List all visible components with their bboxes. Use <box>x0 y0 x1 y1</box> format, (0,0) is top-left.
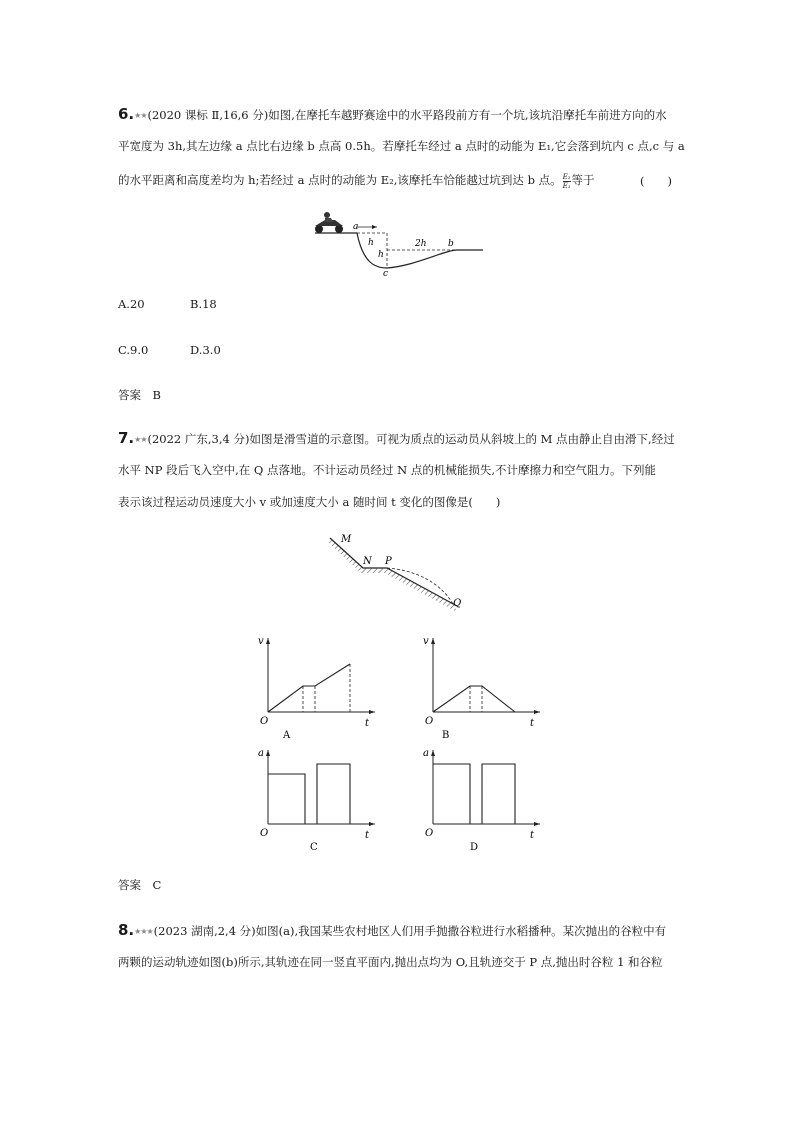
graph-d-origin: O <box>425 828 434 839</box>
graph-c-ylabel: a <box>258 748 264 759</box>
q6-option-d: D.3.0 <box>190 343 221 357</box>
q8-line-2: 两颗的运动轨迹如图(b)所示,其轨迹在同一竖直平面内,抛出点均为 O,且轨迹交于 P 点,抛出时谷粒 1 和谷粒 <box>118 955 663 969</box>
q7-label-n: N <box>363 556 372 567</box>
q6-answer: 答案 B <box>118 388 161 402</box>
q6-option-c: C.9.0 <box>118 343 149 357</box>
q6-option-b: B.18 <box>190 297 217 311</box>
graph-c-xlabel: t <box>365 830 370 841</box>
q7-answer: 答案 C <box>118 878 162 892</box>
graph-b-caption: B <box>442 730 450 741</box>
graph-d-caption: D <box>470 842 479 853</box>
q6-label-2h: 2h <box>415 239 427 249</box>
q7-label-q: Q <box>453 598 462 609</box>
q8-text-1: (2023 湖南,2,4 分)如图(a),我国某些农村地区人们用手抛撒谷粒进行水稻播种。某次抛出的谷粒中有 <box>153 924 667 938</box>
q6-label-a: a <box>353 222 359 232</box>
q7-label-p: P <box>385 556 392 567</box>
q6-label-h1: h <box>368 238 374 248</box>
graph-a-caption: A <box>283 730 291 741</box>
q7-label-m: M <box>341 534 352 545</box>
q6-text-3-tail: 等于 <box>571 173 595 187</box>
q6-frac-den: E₁ <box>562 181 571 190</box>
graph-a-origin: O <box>260 716 269 727</box>
q6-figure-pit <box>305 208 495 278</box>
q7-graph-a <box>255 632 380 742</box>
q7-graph-c <box>255 744 380 854</box>
q8-number: 8. <box>118 921 135 939</box>
q6-option-a: A.20 <box>118 297 145 311</box>
q8-difficulty-stars-icon: ★★★ <box>134 927 153 936</box>
q6-text-1: (2020 课标 Ⅱ,16,6 分)如图,在摩托车越野赛途中的水平路段前方有一个坑,该坑沿摩托车前进方向的水 <box>147 108 667 122</box>
q6-label-c: c <box>383 269 389 278</box>
q7-line-1 <box>118 430 675 448</box>
q6-text-3: 的水平距离和高度差均为 h;若经过 a 点时的动能为 E₂,该摩托车恰能越过坑到达 b 点。 <box>118 173 562 187</box>
q8-line-1 <box>118 922 666 940</box>
q6-line-3 <box>118 172 595 190</box>
q6-difficulty-stars-icon: ★★ <box>134 111 147 120</box>
graph-c-origin: O <box>260 828 269 839</box>
graph-d-ylabel: a <box>423 748 429 759</box>
graph-a-xlabel: t <box>365 718 370 729</box>
q7-line-3: 表示该过程运动员速度大小 v 或加速度大小 a 随时间 t 变化的图像是( ) <box>118 495 501 509</box>
graph-b-origin: O <box>425 716 434 727</box>
q6-line-1 <box>118 106 667 124</box>
motorcycle-icon <box>315 212 343 233</box>
graph-c-caption: C <box>310 842 318 853</box>
graph-a-ylabel: v <box>258 636 264 647</box>
q6-label-h2: h <box>378 250 384 260</box>
q6-line-2: 平宽度为 3h,其左边缘 a 点比右边缘 b 点高 0.5h。若摩托车经过 a 点时的动能为 E₁,它会落到坑内 c 点,c 与 a <box>118 139 685 153</box>
q6-label-b: b <box>448 239 454 249</box>
q6-frac-num: E₂ <box>562 172 571 181</box>
graph-b-ylabel: v <box>423 636 429 647</box>
q7-graph-b <box>420 632 545 742</box>
q7-text-1: (2022 广东,3,4 分)如图是滑雪道的示意图。可视为质点的运动员从斜坡上的 M 点由静止自由滑下,经过 <box>147 432 675 446</box>
q7-difficulty-stars-icon: ★★ <box>134 435 147 444</box>
q7-line-2: 水平 NP 段后飞入空中,在 Q 点落地。不计运动员经过 N 点的机械能损失,不计摩擦力和空气阻力。下列能 <box>118 463 657 477</box>
q7-graph-d <box>420 744 545 854</box>
q6-number: 6. <box>118 105 135 123</box>
q6-fraction <box>563 173 571 190</box>
q7-figure-ski-slope <box>325 530 475 615</box>
q7-number: 7. <box>118 429 135 447</box>
graph-d-xlabel: t <box>530 830 535 841</box>
graph-b-xlabel: t <box>530 718 535 729</box>
q6-answer-bracket: ( ) <box>640 174 672 188</box>
